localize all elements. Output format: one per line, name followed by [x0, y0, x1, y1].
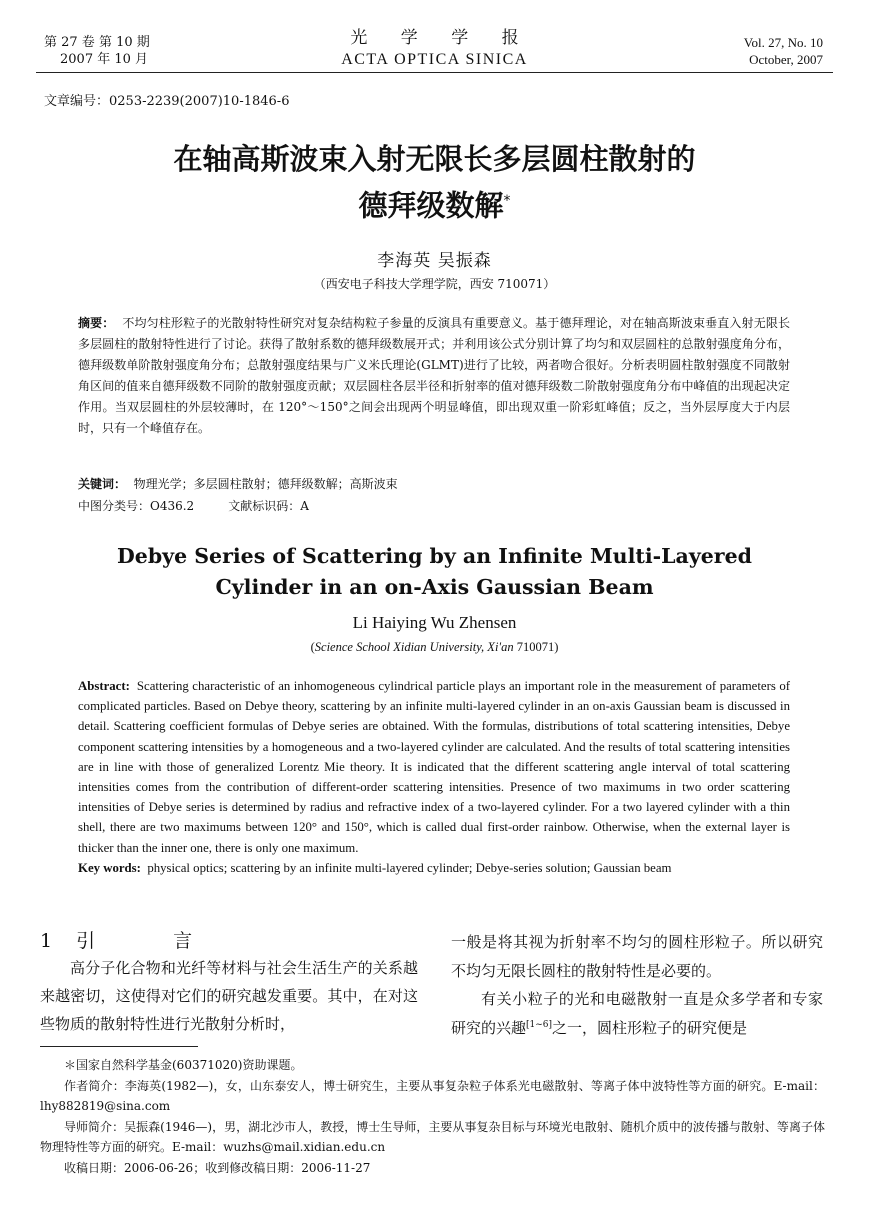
abstract-cn-label: 摘要：	[78, 316, 115, 330]
title-footnote-mark: *	[503, 193, 511, 209]
body-paragraph: 高分子化合物和光纤等材料与社会生活生产的关系越来越密切，这使得对它们的研究越发重要。其中，在对这些物质的散射特性进行光散射分析时，	[40, 959, 418, 1033]
journal-name-en: ACTA OPTICA SINICA	[341, 51, 528, 68]
title-en-line1: Debye Series of Scattering by an Infinite Multi-Layered	[117, 544, 752, 568]
journal-name	[0, 26, 869, 70]
date-cn: 2007 年 10 月	[60, 52, 149, 67]
title-en-line2: Cylinder in an on-Axis Gaussian Beam	[215, 575, 654, 599]
authors-cn: 李海英 吴振森	[377, 251, 492, 271]
title-cn	[0, 138, 869, 227]
title-cn-line1: 在轴高斯波束入射无限长多层圆柱散射的	[173, 142, 696, 176]
body-paragraph	[451, 985, 823, 1042]
keywords-en	[78, 858, 790, 878]
footnote-funding: ＊国家自然科学基金(60371020)资助课题。	[64, 1058, 303, 1072]
keywords-cn-text: 物理光学；多层圆柱散射；德拜级数解；高斯波束	[133, 477, 398, 491]
body-left-column	[40, 928, 418, 1038]
body-right-column	[451, 928, 823, 1042]
abstract-en-label: Abstract:	[78, 679, 130, 693]
affiliation-en-postcode: 710071)	[513, 640, 559, 654]
section-title: 引 言	[76, 930, 229, 952]
keywords-en-text: physical optics; scattering by an infinite multi-layered cylinder; Debye-series solution; Gaussian beam	[147, 860, 672, 875]
footnote-author: 作者简介：李海英(1982—)，女，山东泰安人，博士研究生，主要从事复杂粒子体系光电磁散射、等离子体中波特性等方面的研究。E-mail：lhy882819@sina.com	[40, 1078, 825, 1113]
affiliation-en	[0, 640, 869, 655]
body-text: 之一，圆柱形粒子的研究便是	[552, 1018, 748, 1037]
abstract-en	[78, 676, 790, 878]
footnote-rule	[40, 1046, 198, 1047]
abstract-cn-text: 不均匀柱形粒子的光散射特性研究对复杂结构粒子参量的反演具有重要意义。基于德拜理论，对在轴高斯波束垂直入射无限长多层圆柱的散射特性进行了讨论。获得了散射系数的德拜级数展开式；并利用该公式分别计算了均匀和双层圆柱的总散射强度角分布，德拜级数单阶散射强度角分布；总散射强度结果与广义米氏理论(GLMT)进行了比较，两者吻合很好。分析表明圆柱散射强度不同散射角区间的值来自德拜级数不同阶的散射强度贡献；双层圆柱各层半径和折射率的值对德拜级数二阶散射强度角分布中峰值的出现起决定作用。当双层圆柱的外层较薄时，在 120°～150°之间会出现两个明显峰值，即出现双重一阶彩虹峰值；反之，当外层厚度大于内层时，只有一个峰值存在。	[78, 316, 790, 435]
abstract-en-text: Scattering characteristic of an inhomogeneous cylindrical particle plays an important role in the measurement of parameters of complicated particles. Based on Debye theory, scattering by an infinite multi-layered cylinder in an on-axis Gaussian beam is discussed in detail. Scattering coefficient formulas of Debye series are obtained. With the formulas, distributions of total scattering intensities, Debye component scattering intensities by a homogeneous and a two-layered cylinder are calculated. And the results of total scattering intensities are in line with those of generalized Lorentz Mie theory. It is indicated that the different scattering angle interval of total scattering intensities comes from the contribution of different-order scattering intensities. Presence of two maximums in two order scattering intensities of Debye series is determined by radius and refractive index of a two-layered cylinder. For a two layered cylinder with a thin shell, there are two maximums between 120° and 150°, which is called dual first-order rainbow. Otherwise, when the external layer is thicker than the inner one, there is only one maximum.	[78, 679, 790, 855]
abstract-en-body	[78, 676, 790, 858]
date-en: October, 2007	[749, 52, 823, 67]
classification	[78, 497, 309, 514]
authors-en: Li Haiying Wu Zhensen	[352, 613, 517, 632]
clc-number: 中图分类号：O436.2	[78, 499, 195, 513]
section-number: 1	[40, 930, 53, 952]
keywords-cn-label: 关键词：	[78, 477, 127, 491]
header-rule	[36, 72, 833, 73]
title-cn-line2	[0, 180, 869, 227]
footnote-dates: 收稿日期：2006-06-26；收到修改稿日期：2006-11-27	[64, 1160, 371, 1175]
volume-issue-cn: 第 27 卷 第 10 期	[44, 35, 150, 50]
document-code: 文献标识码：A	[228, 499, 309, 513]
article-number: 文章编号：0253-2239(2007)10-1846-6	[44, 94, 290, 109]
affiliation-cn: （西安电子科技大学理学院，西安 710071）	[313, 277, 556, 291]
affiliation-en-paren: (	[310, 640, 315, 654]
title-en	[0, 541, 869, 603]
section-heading	[40, 928, 418, 954]
title-cn-line2-text: 德拜级数解	[358, 188, 504, 223]
footnotes	[40, 1055, 825, 1178]
affiliation-en-institution: Science School Xidian University, Xi'an	[314, 640, 514, 654]
body-paragraph-continued: 一般是将其视为折射率不均匀的圆柱形粒子。所以研究不均匀无限长圆柱的散射特性是必要的。	[451, 933, 823, 980]
body-text: 有关小粒子的光和电磁散射一直是众多学者和专家研究的兴趣	[451, 990, 823, 1037]
journal-name-cn: 光 学 学 报	[350, 28, 533, 48]
keywords-en-label: Key words:	[78, 860, 141, 875]
citation: [1~6]	[526, 1019, 553, 1030]
footnote-advisor: 导师简介：吴振森(1946—)，男，湖北沙市人，教授，博士生导师，主要从事复杂目标与环境光电散射、随机介质中的波传播与散射、等离子体物理特性等方面的研究。E-mail：wuzhs@mail.xidian.edu.cn	[40, 1119, 825, 1154]
keywords-cn	[78, 475, 398, 492]
header-right	[744, 34, 823, 68]
abstract-cn	[78, 313, 790, 439]
volume-issue-en: Vol. 27, No. 10	[743, 35, 823, 50]
